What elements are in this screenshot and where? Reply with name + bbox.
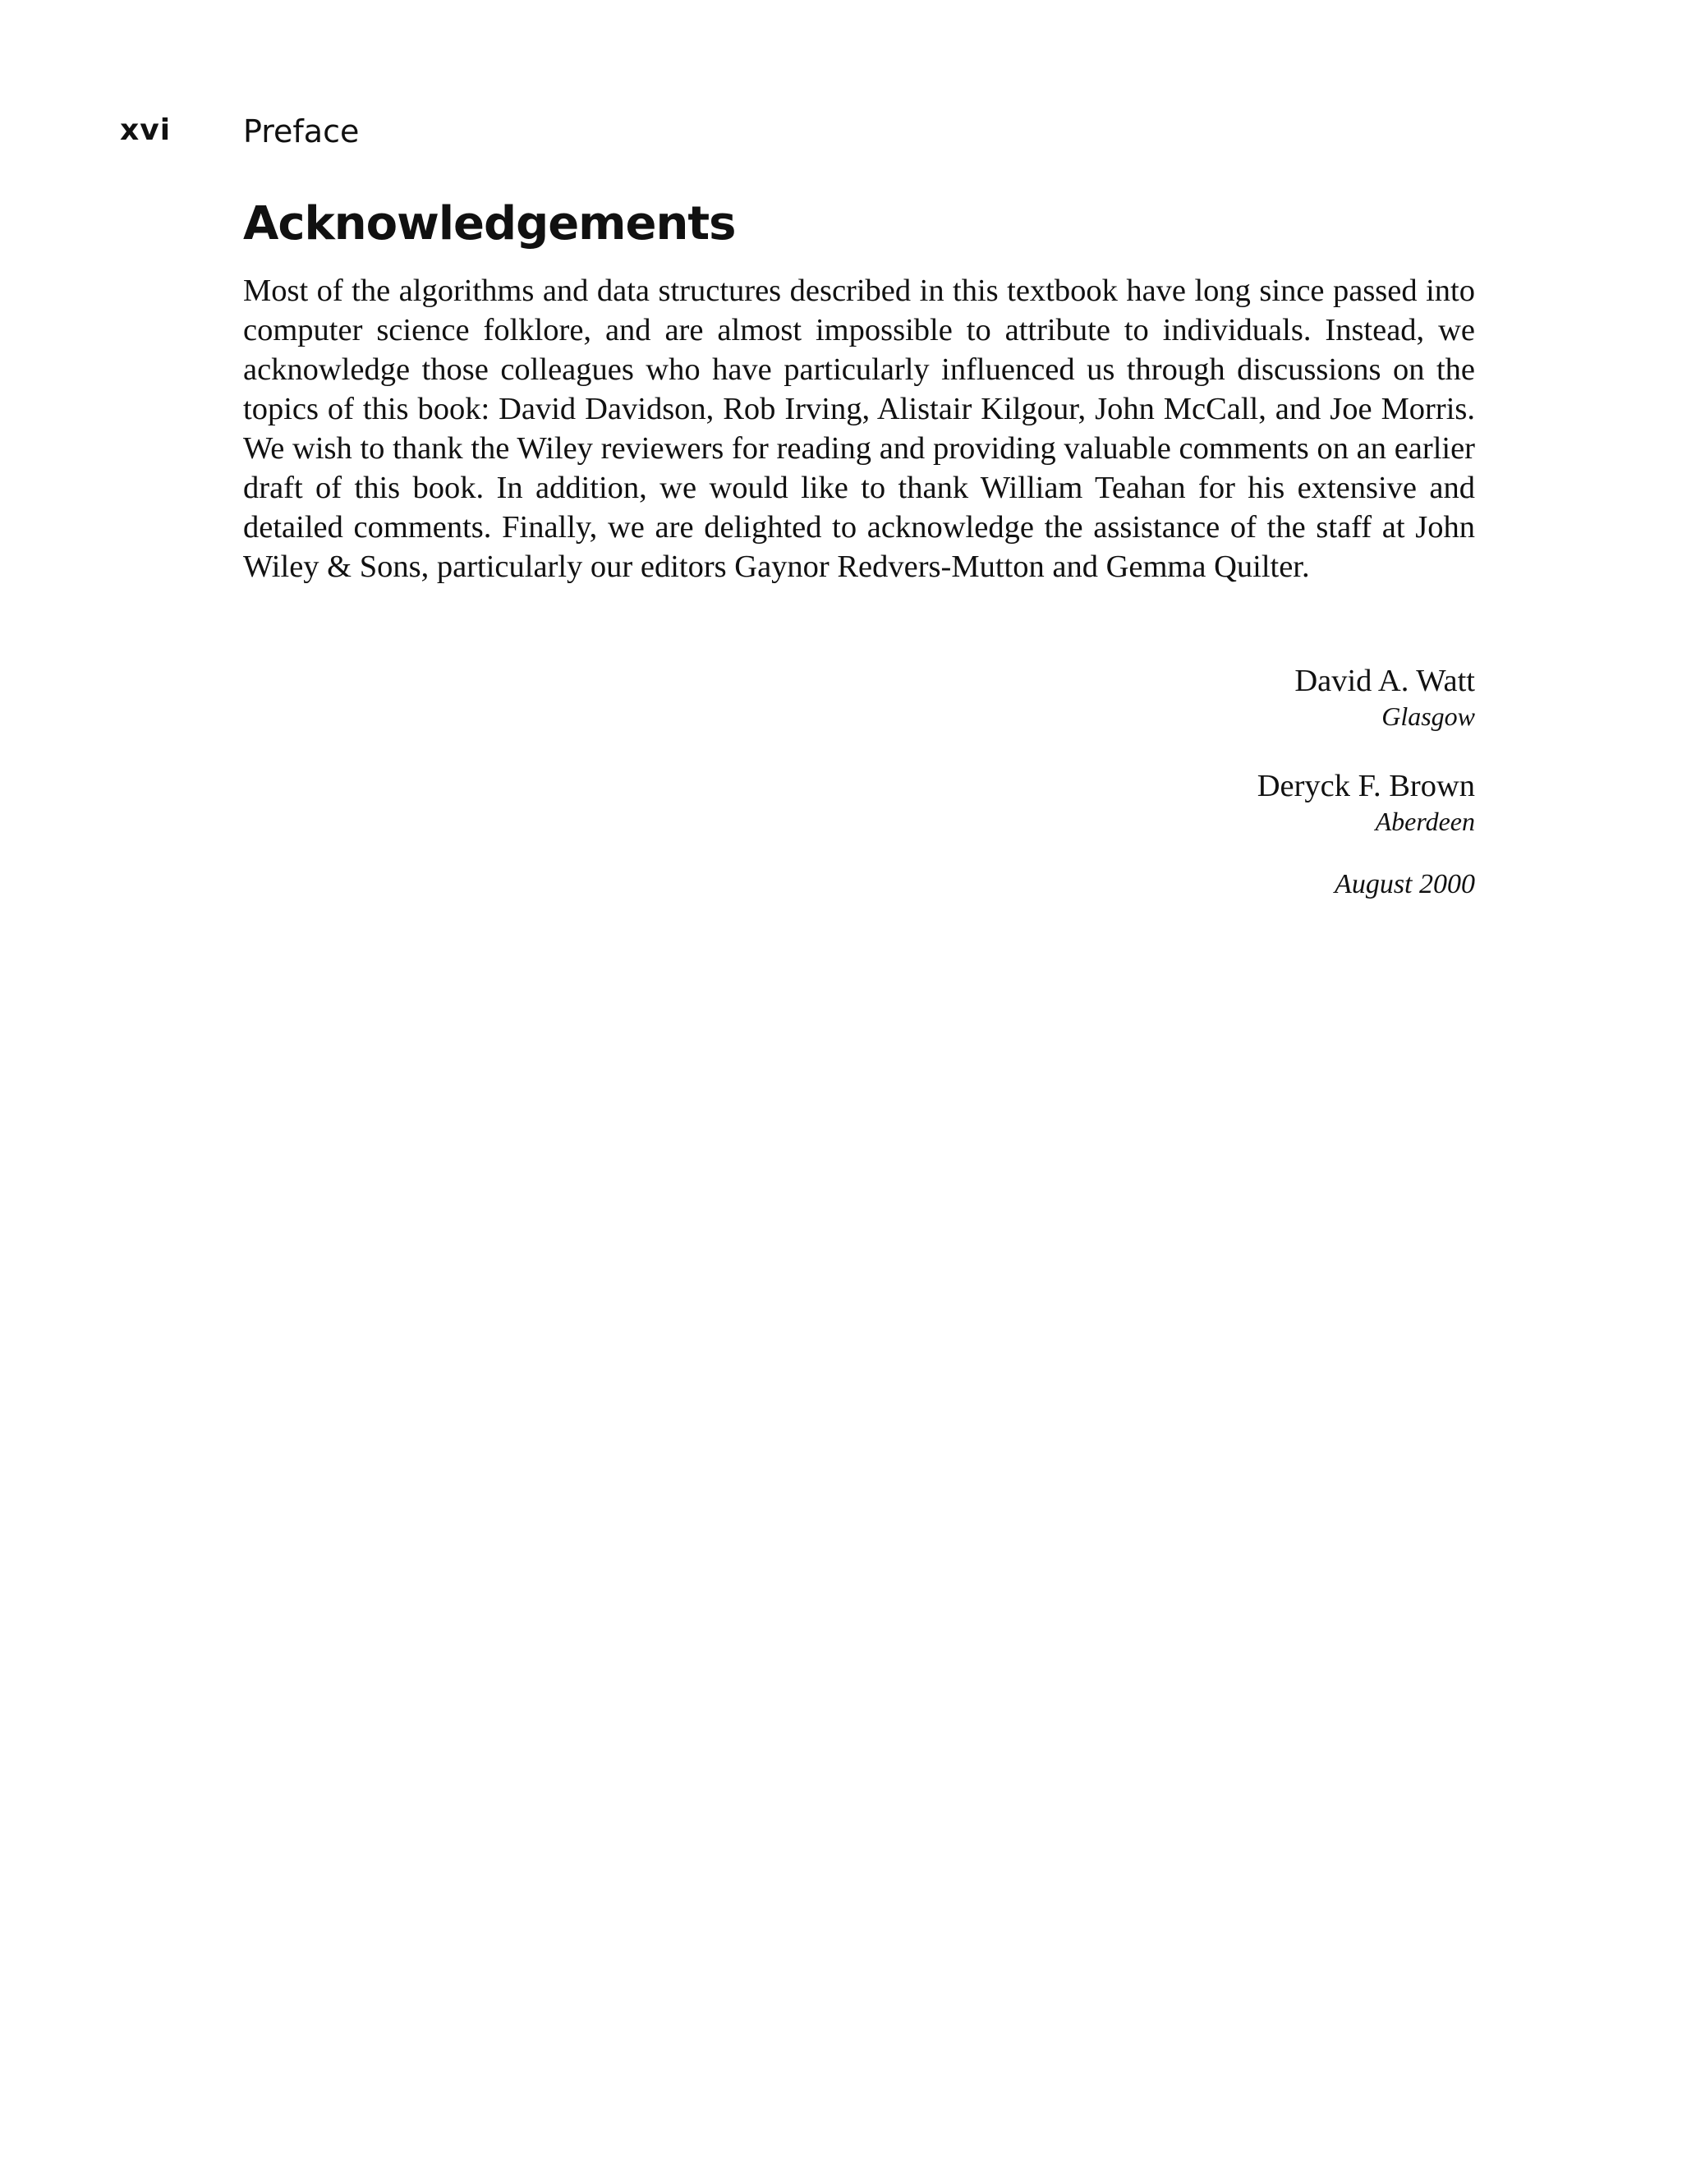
signature-watt [900, 662, 1475, 733]
running-head: Preface [243, 113, 360, 149]
signature-place: Aberdeen [1375, 807, 1475, 836]
section-title: Acknowledgements [243, 197, 736, 251]
signature-place: Glasgow [1381, 701, 1475, 731]
page-number: xvi [120, 113, 172, 147]
preface-date: August 2000 [1335, 869, 1475, 899]
acknowledgements-paragraph: Most of the algorithms and data structures described in this textbook have long since passed into computer science folklore, and are almost impossible to attribute to individuals. Instead, we acknowledge those colleagues who have particularly influenced us through discussions on the topics of this book: David Davidson, Rob Irving, Alistair Kilgour, John McCall, and Joe Morris. We wish to thank the Wiley reviewers for reading and providing valuable comments on an earlier draft of this book. In addition, we would like to thank William Teahan for his extensive and detailed comments. Finally, we are delighted to acknowledge the assistance of the staff at John Wiley & Sons, particularly our editors Gaynor Redvers-Mutton and Gemma Quilter. [243, 274, 1475, 584]
signature-name: Deryck F. Brown [1257, 769, 1475, 803]
signature-name: David A. Watt [1294, 664, 1475, 698]
signature-brown [900, 767, 1475, 838]
